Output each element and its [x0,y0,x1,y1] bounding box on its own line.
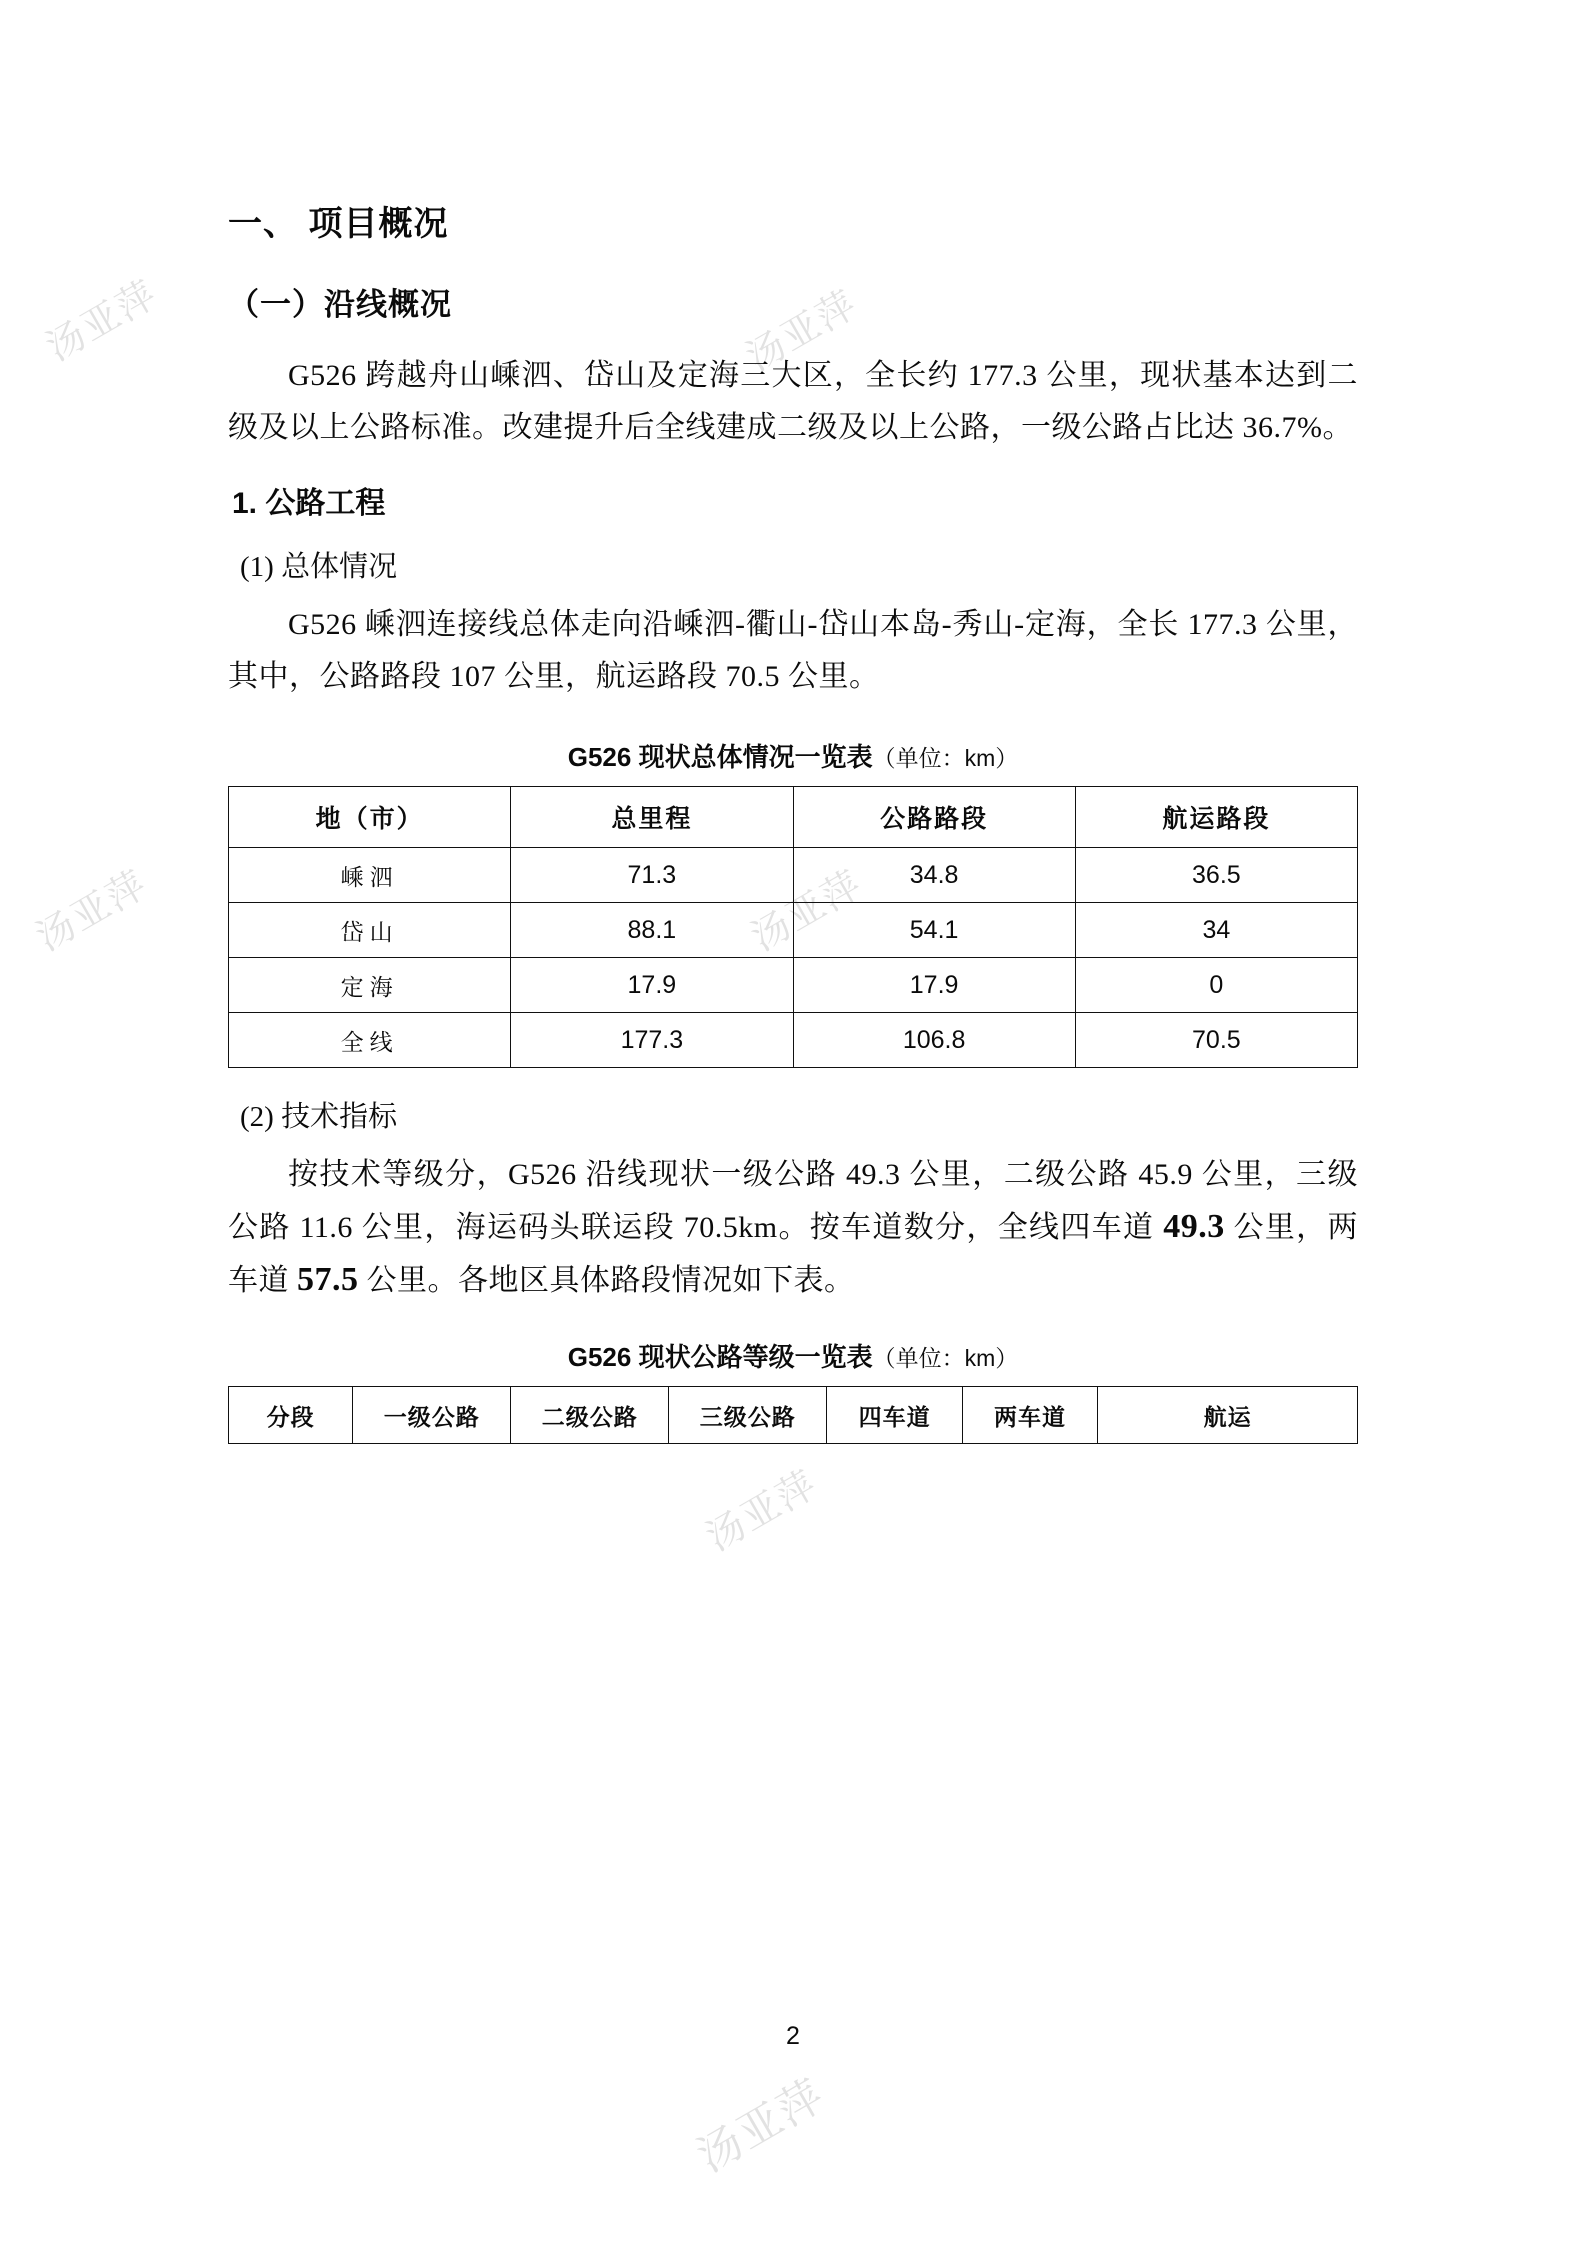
subsection-heading: （一）沿线概况 [228,287,452,322]
table2-caption-main: G526 现状公路等级一览表 [567,1342,873,1372]
watermark: 汤亚萍 [39,273,165,370]
page-number: 2 [786,2022,800,2050]
item-heading-1: 1. 公路工程 [232,487,386,520]
table2-header-cell: 一级公路 [353,1387,511,1444]
table-row [229,903,1358,958]
table1-header-cell: 地（市） [229,787,511,848]
table1-cell: 定海 [229,958,511,1013]
table1-cell: 嵊泗 [229,848,511,903]
table1-cell: 36.5 [1075,848,1357,903]
table1-cell: 全线 [229,1013,511,1068]
table-road-grade [228,1386,1358,1444]
overview-paragraph: G526 嵊泗连接线总体走向沿嵊泗-衢山-岱山本岛-秀山-定海，全长 177.3 公里，其中，公路路段 107 公里，航运路段 70.5 公里。 [228,608,1358,693]
table-row [229,1013,1358,1068]
table1-header-cell: 总里程 [511,787,793,848]
table1-cell: 106.8 [793,1013,1075,1068]
table-header-row [229,1387,1358,1444]
item-heading-1-2: (2) 技术指标 [240,1101,398,1133]
table1-cell: 34 [1075,903,1357,958]
table2-caption [228,1337,1358,1374]
table2-header-cell: 四车道 [827,1387,962,1444]
table-row [229,958,1358,1013]
table2-header-cell: 两车道 [962,1387,1097,1444]
table1-cell: 34.8 [793,848,1075,903]
watermark: 汤亚萍 [744,863,870,960]
section-heading: 一、 项目概况 [228,205,449,243]
table2-header-cell: 二级公路 [511,1387,669,1444]
table1-cell: 岱山 [229,903,511,958]
table1-caption-unit: （单位：km） [872,745,1019,771]
table1-cell: 70.5 [1075,1013,1357,1068]
tech-text-part1: 按技术等级分，G526 沿线现状一级公路 49.3 公里，二级公路 45.9 公里，三级公路 11.6 公里，海运码头联运段 70.5km。按车道数分，全线四车道 [228,1158,1358,1244]
tech-index-paragraph [228,1149,1358,1307]
intro-paragraph: G526 跨越舟山嵊泗、岱山及定海三大区，全长约 177.3 公里，现状基本达到二级及以上公路标准。改建提升后全线建成二级及以上公路，一级公路占比达 36.7%。 [228,359,1358,444]
watermark: 汤亚萍 [689,2070,834,2182]
table1-cell: 0 [1075,958,1357,1013]
table2-header-cell: 分段 [229,1387,353,1444]
table1-caption [228,737,1358,774]
tech-text-part3: 公里。各地区具体路段情况如下表。 [358,1264,855,1297]
table2-caption-unit: （单位：km） [872,1345,1019,1371]
document-body [228,196,1358,1444]
item-heading-1-1: (1) 总体情况 [240,551,398,583]
tech-number-two-lane: 57.5 [297,1261,359,1298]
table1-cell: 177.3 [511,1013,793,1068]
watermark: 汤亚萍 [29,863,155,960]
watermark: 汤亚萍 [699,1463,825,1560]
table1-cell: 17.9 [793,958,1075,1013]
table2-header-cell: 三级公路 [669,1387,827,1444]
table1-header-cell: 航运路段 [1075,787,1357,848]
table1-cell: 71.3 [511,848,793,903]
table1-header-cell: 公路路段 [793,787,1075,848]
table1-cell: 88.1 [511,903,793,958]
table-row [229,848,1358,903]
table1-caption-main: G526 现状总体情况一览表 [567,742,873,772]
table2-header-cell: 航运 [1098,1387,1358,1444]
watermark: 汤亚萍 [739,283,865,380]
table1-cell: 17.9 [511,958,793,1013]
tech-number-four-lane: 49.3 [1163,1208,1225,1245]
tech-text-part2: 公里，两车道 [228,1211,1358,1297]
table1-cell: 54.1 [793,903,1075,958]
table-header-row [229,787,1358,848]
table-overall-status [228,786,1358,1068]
